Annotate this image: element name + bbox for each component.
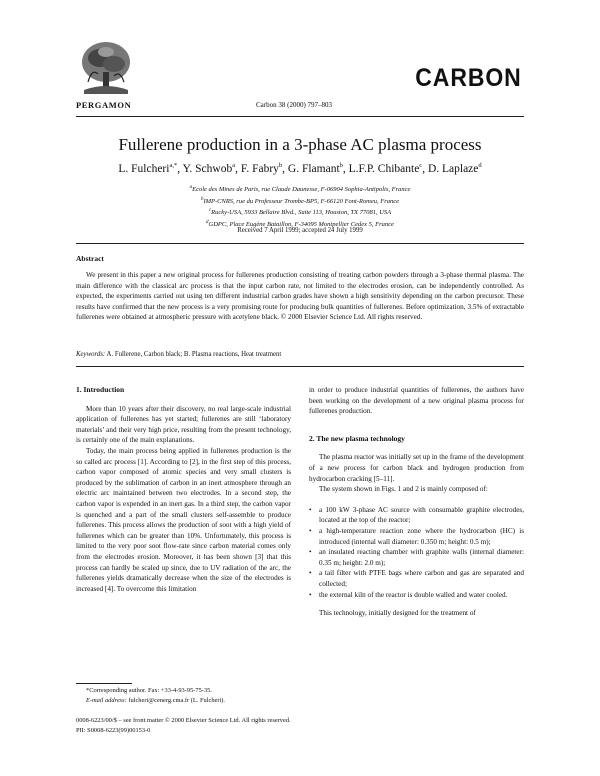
author: Y. Schwob$^a$, bbox=[182, 162, 241, 175]
author: F. Fabry$^b$, bbox=[240, 162, 288, 175]
abstract-top-divider bbox=[76, 243, 524, 244]
component-list bbox=[309, 505, 524, 600]
affiliation: $^d$GDPC, Place Eugène Bataillon, F-34095 Montpellier Cedex 5, France bbox=[206, 219, 394, 228]
elsevier-tree-logo-icon bbox=[76, 38, 136, 98]
author-list bbox=[0, 162, 600, 175]
email-address[interactable]: fulcheri@cenerg.cma.fr (L. Fulcheri). bbox=[128, 696, 225, 704]
affiliation: $^a$Ecole des Mines de Paris, rue Claude Daunesse, F-06904 Sophia-Antipolis, France bbox=[189, 185, 411, 193]
affiliation: $^b$IMP-CNRS, rue du Professeur Trombe-BP5, F-66120 Font-Romeu, France bbox=[200, 196, 400, 205]
keywords-list: A. Fullerene, Carbon black; B. Plasma reactions, Heat treatment bbox=[106, 351, 282, 358]
paragraph: Today, the main process being applied in fullerenes production is the so called arc process [1]. According to [2], in the first step of this process, carbon vapor composed of atomic species and very small clusters is produced by the sublimation of carbon in an inert atmosphere through an electric arc maintained between two electrodes. In a second step, the carbon vapor is expended in an inert gas. In a third step, the carbon vapor is quenched and a part of the small clusters self-assemble to produce fullerenes. This process allows the production of soot with a high yield of fullerenes which can be greater than 10%. Unfortunately, this process is limited to the very poor soot flow-rate since carbon material comes only from the electrodes erosion. Moreover, it has been shown [3] that this process can hardly be scaled up since, due to UV radiation of the arc, the fullerenes yields dramatically decrease when the size of the electrodes is increased [4]. To overcome this limitation bbox=[76, 446, 291, 593]
section-heading-plasma-technology: 2. The new plasma technology bbox=[309, 433, 405, 443]
author: L.F.P. Chibante$^c$, bbox=[348, 162, 428, 175]
pii-line: PII: S0008-6223(99)00153-0 bbox=[76, 726, 151, 734]
list-item: • a tail filter with PTFE bags where carbon and gas are separated and collected; bbox=[309, 569, 524, 588]
paragraph: This technology, initially designed for the treatment of bbox=[319, 609, 476, 618]
list-item: • the external kiln of the reactor is double walled and water cooled. bbox=[309, 590, 508, 599]
abstract-heading: Abstract bbox=[76, 254, 104, 263]
list-item: • a 100 kW 3-phase AC source with consumable graphite electrodes, located at the top of the reactor; bbox=[309, 505, 524, 525]
author: D. Laplaze$^d$ bbox=[427, 162, 482, 175]
list-item: • a high-temperature reaction zone where the hydrocarbon (HC) is introduced (internal wall diameter: 0.350 m; height: 0.5 m); bbox=[309, 526, 524, 546]
email-line: E-mail address: fulcheri@cenerg.cma.fr (L. Fulcheri). bbox=[86, 696, 225, 704]
copyright-line: 0008-6223/00/$ – see front matter © 2000 Elsevier Science Ltd. All rights reserved. bbox=[76, 717, 291, 724]
publisher-name: PERGAMON bbox=[76, 100, 132, 110]
front-matter bbox=[76, 716, 291, 735]
journal-citation: Carbon 38 (2000) 797–803 bbox=[256, 101, 333, 109]
author: L. Fulcheri$^{a,*}$, bbox=[118, 162, 183, 175]
paragraph-continuation: in order to produce industrial quantities of fullerenes, the authors have been working on the development of a new original plasma process for fullerenes production. bbox=[309, 386, 524, 416]
footnote-divider bbox=[76, 683, 132, 684]
header-divider bbox=[76, 116, 524, 117]
author: G. Flamant$^b$, bbox=[287, 162, 349, 175]
section-heading-introduction: 1. Introduction bbox=[76, 385, 125, 394]
paragraph: More than 10 years after their discovery, no real large-scale industrial application of fullerenes has yet started; fullerenes are still ‘laboratory materials’ and their very high price, resulting from the present technology, is certainly one of the main explanations. bbox=[76, 404, 291, 445]
paragraph: The plasma reactor was initially set up in the frame of the development of a new process for carbon black and hydrogen production from hydrocarbon cracking [5–11]. bbox=[309, 453, 524, 483]
footnote bbox=[76, 686, 291, 705]
abstract-text: We present in this paper a new original process for fullerenes production consisting of treating carbon powders through a 3-phase thermal plasma. The main difference with the classical arc process is that the input carbon rate, not limited to the electrodes erosion, can be independently controlled. As expected, the experiments carried out using ten different industrial carbon grades have shown a high sensitivity depending on the carbon precursor. These results have confirmed that the new process is a very promising route for producing bulk quantities of fullerenes. Before optimization, 3.5% of extractable fullerenes were obtained at atmospheric pressure with acetylene black. © 2000 Elsevier Science Ltd. All rights reserved. bbox=[76, 271, 524, 322]
abstract-bottom-divider bbox=[76, 366, 524, 367]
list-item: • an insulated reacting chamber with graphite walls (internal diameter: 0.35 m; height: 2.0 m); bbox=[309, 548, 524, 567]
article-title: Fullerene production in a 3-phase AC plasma process bbox=[118, 135, 482, 154]
keywords bbox=[76, 351, 524, 358]
left-column bbox=[76, 385, 291, 594]
corresponding-author: *Corresponding author. Fax: +33-4-93-95-75-35. bbox=[86, 687, 212, 694]
right-column bbox=[309, 385, 524, 619]
received-dates: Received 7 April 1999; accepted 24 July 1999 bbox=[237, 227, 363, 234]
keywords-label: Keywords: bbox=[76, 351, 106, 358]
paragraph: The system shown in Figs. 1 and 2 is mainly composed of: bbox=[319, 485, 488, 494]
affiliation: $^c$Rucky-USA, 5933 Bellaire Blvd., Suite 113, Houston, TX 77081, USA bbox=[208, 208, 392, 217]
affiliations bbox=[0, 183, 600, 229]
journal-title: CARBON bbox=[415, 64, 522, 92]
